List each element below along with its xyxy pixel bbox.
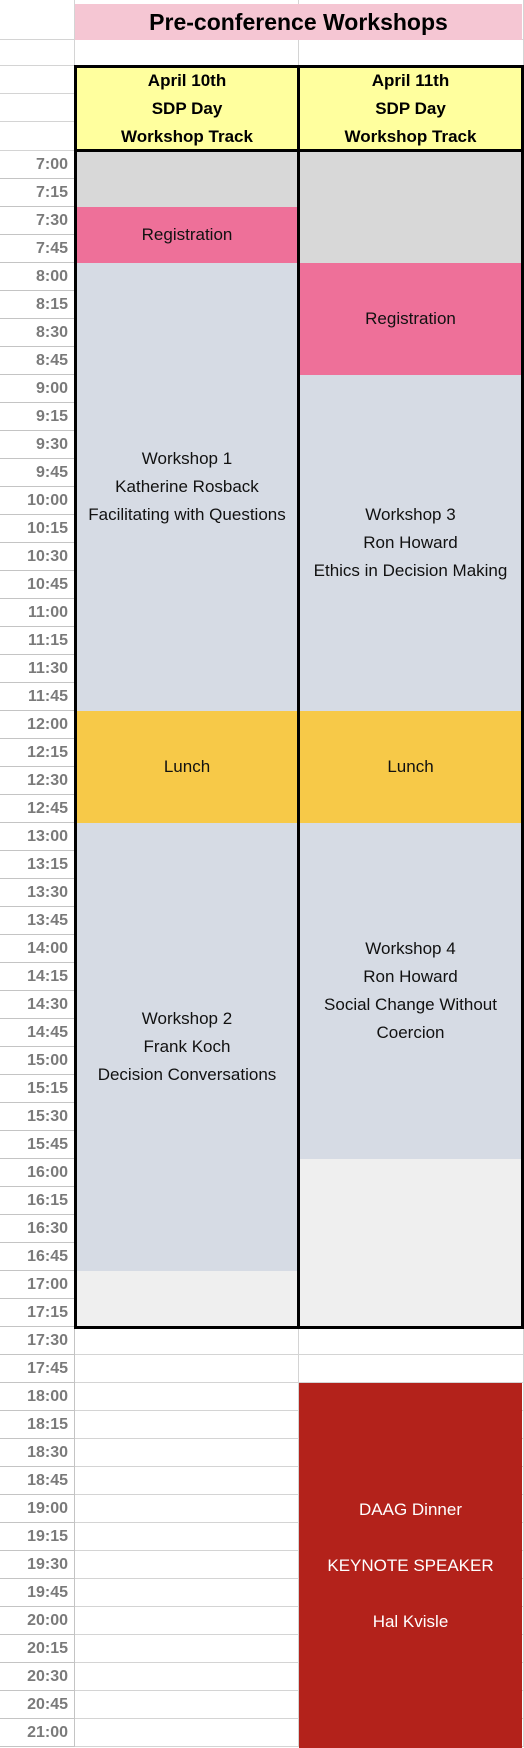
day2-track: Workshop Track [344, 126, 477, 146]
workshop3-topic: Ethics in Decision Making [313, 561, 508, 580]
time-label: 11:00 [0, 599, 75, 627]
grid-cell [75, 40, 299, 66]
workshop4-topic-line2: Coercion [376, 1023, 445, 1042]
time-label: 8:45 [0, 347, 75, 375]
time-label: 20:45 [0, 1691, 75, 1719]
grid-cell [0, 0, 75, 40]
day2-date: April 11th [371, 70, 450, 90]
time-label: 9:45 [0, 459, 75, 487]
time-label: 18:15 [0, 1411, 75, 1439]
grid-cell [0, 66, 75, 94]
time-label: 18:45 [0, 1467, 75, 1495]
day2-late-slot [299, 1159, 522, 1327]
grid-cell [299, 1355, 524, 1383]
day1-date: April 10th [147, 70, 227, 90]
grid-cell [75, 1551, 299, 1579]
day1-workshop2 [75, 823, 299, 1271]
day1-early-slot [75, 151, 299, 207]
time-label: 7:45 [0, 235, 75, 263]
workshop1-title: Workshop 1 [141, 449, 233, 468]
workshop3-presenter: Ron Howard [363, 533, 458, 552]
time-label: 9:00 [0, 375, 75, 403]
workshop4-title: Workshop 4 [365, 939, 456, 958]
time-label: 11:30 [0, 655, 75, 683]
time-label: 7:30 [0, 207, 75, 235]
time-label: 20:30 [0, 1663, 75, 1691]
time-label: 19:30 [0, 1551, 75, 1579]
day2-lunch-label: Lunch [387, 757, 434, 776]
time-label: 13:30 [0, 879, 75, 907]
day1-lunch-label: Lunch [163, 757, 211, 776]
time-label: 16:15 [0, 1187, 75, 1215]
day2-workshop4 [299, 823, 522, 1159]
grid-cell [75, 1327, 299, 1355]
time-label: 19:00 [0, 1495, 75, 1523]
time-label: 17:45 [0, 1355, 75, 1383]
time-label: 12:15 [0, 739, 75, 767]
grid-cell [75, 1607, 299, 1635]
day2-registration [299, 263, 522, 375]
time-label: 14:15 [0, 963, 75, 991]
grid-cell [75, 1439, 299, 1467]
time-label: 16:30 [0, 1215, 75, 1243]
day2-header [299, 66, 522, 151]
workshop4-topic-line1: Social Change Without [324, 995, 497, 1014]
day1-workshop1 [75, 263, 299, 711]
grid-cell [75, 1495, 299, 1523]
time-label: 9:15 [0, 403, 75, 431]
workshop1-presenter: Katherine Rosback [115, 477, 259, 496]
time-label: 14:45 [0, 1019, 75, 1047]
day1-registration-label: Registration [141, 225, 233, 244]
page-title-text: Pre-conference Workshops [149, 8, 448, 35]
time-label: 8:00 [0, 263, 75, 291]
time-label: 18:00 [0, 1383, 75, 1411]
day1-registration [75, 207, 299, 263]
time-label: 17:00 [0, 1271, 75, 1299]
time-label: 15:30 [0, 1103, 75, 1131]
workshop4-presenter: Ron Howard [363, 967, 458, 986]
day1-lunch [75, 711, 299, 823]
dinner-keynote-label: KEYNOTE SPEAKER [327, 1555, 494, 1575]
day2-workshop3 [299, 375, 522, 711]
time-label: 17:15 [0, 1299, 75, 1327]
time-label: 17:30 [0, 1327, 75, 1355]
grid-cell [299, 40, 524, 66]
day1-header [75, 66, 299, 151]
time-label: 8:15 [0, 291, 75, 319]
day1-late-slot [75, 1271, 299, 1327]
grid-cell [0, 94, 75, 122]
time-label: 13:00 [0, 823, 75, 851]
time-label: 12:45 [0, 795, 75, 823]
dinner-keynote-block [299, 1383, 522, 1748]
time-label: 14:30 [0, 991, 75, 1019]
day2-label: SDP Day [375, 98, 446, 118]
time-label: 10:00 [0, 487, 75, 515]
time-label: 13:15 [0, 851, 75, 879]
grid-cell [75, 1663, 299, 1691]
day2-early-slot [299, 151, 522, 263]
time-label: 9:30 [0, 431, 75, 459]
time-label: 8:30 [0, 319, 75, 347]
grid-cell [75, 1635, 299, 1663]
workshop3-title: Workshop 3 [365, 505, 456, 524]
column-divider [297, 65, 300, 1329]
time-label: 19:45 [0, 1579, 75, 1607]
time-label: 21:00 [0, 1719, 75, 1747]
workshop2-title: Workshop 2 [141, 1009, 233, 1028]
time-label: 20:00 [0, 1607, 75, 1635]
page-title [75, 4, 522, 40]
header-divider [74, 149, 524, 152]
time-label: 10:45 [0, 571, 75, 599]
grid-cell [75, 1411, 299, 1439]
time-label: 15:15 [0, 1075, 75, 1103]
time-label: 7:00 [0, 151, 75, 179]
time-label: 10:30 [0, 543, 75, 571]
time-label: 11:15 [0, 627, 75, 655]
time-label: 11:45 [0, 683, 75, 711]
grid-cell [75, 1719, 299, 1747]
workshop1-topic: Facilitating with Questions [88, 505, 286, 524]
grid-cell [299, 1327, 524, 1355]
grid-cell [75, 1691, 299, 1719]
time-label: 12:30 [0, 767, 75, 795]
time-label: 18:30 [0, 1439, 75, 1467]
time-label: 14:00 [0, 935, 75, 963]
workshop2-presenter: Frank Koch [143, 1037, 231, 1056]
workshop2-topic: Decision Conversations [97, 1065, 277, 1084]
day1-label: SDP Day [151, 98, 223, 118]
grid-cell [75, 1467, 299, 1495]
time-label: 13:45 [0, 907, 75, 935]
grid-cell [0, 122, 75, 151]
dinner-title: DAAG Dinner [359, 1499, 462, 1519]
time-label: 15:45 [0, 1131, 75, 1159]
day2-registration-label: Registration [365, 309, 456, 328]
time-label: 19:15 [0, 1523, 75, 1551]
time-label: 20:15 [0, 1635, 75, 1663]
time-label: 15:00 [0, 1047, 75, 1075]
time-label: 16:00 [0, 1159, 75, 1187]
time-label: 16:45 [0, 1243, 75, 1271]
grid-cell [75, 1579, 299, 1607]
grid-cell [75, 1523, 299, 1551]
time-label: 12:00 [0, 711, 75, 739]
grid-cell [0, 40, 75, 66]
day1-track: Workshop Track [121, 126, 253, 146]
grid-cell [75, 1383, 299, 1411]
time-label: 10:15 [0, 515, 75, 543]
dinner-speaker: Hal Kvisle [372, 1611, 449, 1631]
grid-cell [75, 1355, 299, 1383]
day2-lunch [299, 711, 522, 823]
time-label: 7:15 [0, 179, 75, 207]
